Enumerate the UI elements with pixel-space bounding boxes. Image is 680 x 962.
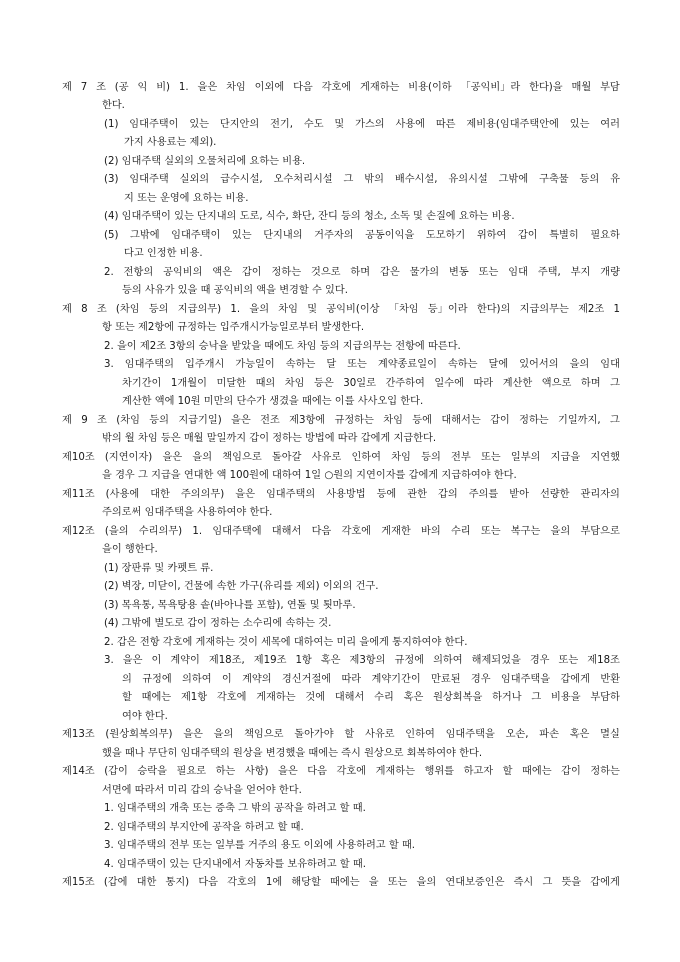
article-text-line: (2) 임대주택 실외의 오물처리에 요하는 비용. <box>104 156 306 167</box>
article-text-line: 등의 사유가 있을 때 공익비의 액을 변경할 수 있다. <box>122 285 348 296</box>
article-text-line: 2. 을이 제2조 3항의 승낙을 받았을 때에도 차임 등의 지급의무는 전항에 따른다. <box>104 341 461 352</box>
article-text-line: 3. 을은 이 계약이 제18조, 제19조 1항 혹은 제3항의 규정에 의하여 해제되었을 경우 또는 제18조 <box>104 655 620 666</box>
article-text-line: 여야 한다. <box>122 711 168 722</box>
article-text-line: (3) 임대주택 실외의 급수시설, 오수처리시설 그 밖의 배수시설, 유의시설 그밖에 구축물 등의 유 <box>104 174 620 185</box>
article-text-line: 계산한 액에 10원 미만의 단수가 생겼을 때에는 이를 사사오입 한다. <box>122 396 424 407</box>
article-text-line: (1) 장판류 및 카펫트 류. <box>104 563 214 574</box>
article-heading-line: 제 9 조 (차임 등의 지급기일) 을은 전조 제3항에 규정하는 차임 등에 대해서는 갑이 정하는 기일까지, 그 <box>62 415 620 426</box>
article-text-line: 할 때에는 제1항 각호에 게재하는 것에 대해서 수리 혹은 원상회복을 하거나 그 비용을 부담하 <box>122 692 620 703</box>
article-text-line: 2. 전항의 공익비의 액은 갑이 정하는 것으로 하며 갑은 물가의 변동 또는 임대 주택, 부지 개량 <box>104 267 620 278</box>
article-heading-line: 제14조 (갑이 승락을 필요로 하는 사항) 을은 다음 각호에 게재하는 행위를 하고자 할 때에는 갑이 정하는 <box>62 766 620 777</box>
article-text-line: 주의로써 임대주택을 사용하여야 한다. <box>102 507 273 518</box>
article-heading-line: 제10조 (지연이자) 을은 을의 책임으로 돌아갈 사유로 인하여 차임 등의 전부 또는 일부의 지급을 지연했 <box>62 452 620 463</box>
article-text-line: 2. 갑은 전항 각호에 게재하는 것이 세목에 대하여는 미리 을에게 통지하여야 한다. <box>104 637 468 648</box>
article-text-line: (2) 벽장, 미닫이, 건물에 속한 가구(유리를 제외) 이외의 건구. <box>104 581 379 592</box>
article-text-line: 을이 행한다. <box>102 544 158 555</box>
article-text-line: (3) 목욕통, 목욕탕용 솥(바아나를 포함), 연돌 및 툇마루. <box>104 600 356 611</box>
article-text-line: 밖의 월 차임 등은 매월 말일까지 갑이 정하는 방법에 따라 갑에게 지급한다. <box>102 433 437 444</box>
article-text-line: 가지 사용료는 제외). <box>124 137 217 148</box>
article-text-line: 2. 임대주택의 부지안에 공작을 하려고 할 때. <box>104 822 304 833</box>
article-text-line: 서면에 따라서 미리 갑의 승낙을 얻어야 한다. <box>102 785 302 796</box>
article-heading-line: 제 7 조 (공 익 비) 1. 을은 차임 이외에 다음 각호에 게재하는 비용(이하 「공익비」라 한다)을 매월 부담 <box>62 82 620 93</box>
article-text-line: 4. 임대주택이 있는 단지내에서 자동차를 보유하려고 할 때. <box>104 859 366 870</box>
article-text-line: 한다. <box>102 100 125 111</box>
article-text-line: 다고 인정한 비용. <box>124 248 203 259</box>
article-heading-line: 제 8 조 (차임 등의 지급의무) 1. 을의 차임 및 공익비(이상 「차임 등」이라 한다)의 지급의무는 제2조 1 <box>62 304 620 315</box>
article-text-line: (4) 그밖에 별도로 갑이 정하는 소수리에 속하는 것. <box>104 618 332 629</box>
article-text-line: 의 규정에 의하여 이 계약의 경신거절에 따라 계약기간이 만료된 경우 임대주택을 갑에게 반환 <box>122 674 620 685</box>
article-text-line: 1. 임대주택의 개축 또는 증축 그 밖의 공작을 하려고 할 때. <box>104 803 366 814</box>
article-text-line: 항 또는 제2항에 규정하는 입주개시가능일로부터 발생한다. <box>102 322 365 333</box>
article-text-line: 차기간이 1개월이 미달한 때의 차임 등은 30일로 간주하여 일수에 따라 계산한 액으로 하며 그 <box>122 378 620 389</box>
article-heading-line: 제11조 (사용에 대한 주의의무) 을은 임대주택의 사용방법 등에 관한 갑의 주의를 받아 선량한 관리자의 <box>62 489 620 500</box>
article-text-line: 지 또는 운영에 요하는 비용. <box>124 193 249 204</box>
article-text-line: (5) 그밖에 임대주택이 있는 단지내의 거주자의 공동이익을 도모하기 위하여 갑이 특별히 필요하 <box>104 230 620 241</box>
article-text-line: (4) 임대주택이 있는 단지내의 도로, 식수, 화단, 잔디 등의 청소, 소독 및 손질에 요하는 비용. <box>104 211 515 222</box>
article-heading-line: 제12조 (을의 수리의무) 1. 임대주택에 대해서 다음 각호에 게재한 바의 수리 또는 복구는 을의 부담으로 <box>62 526 620 537</box>
article-text-line: (1) 임대주택이 있는 단지안의 전기, 수도 및 가스의 사용에 따른 제비용(임대주택안에 있는 여러 <box>104 119 620 130</box>
article-heading-line: 제13조 (원상회복의무) 을은 을의 책임으로 돌아가야 할 사유로 인하여 임대주택을 오손, 파손 혹은 멸실 <box>62 729 620 740</box>
article-text-line: 을 경우 그 지급을 연대한 액 100원에 대하여 1일 ○원의 지연이자를 갑에게 지급하여야 한다. <box>102 470 517 481</box>
article-text-line: 3. 임대주택의 전부 또는 일부를 거주의 용도 이외에 사용하려고 할 때. <box>104 840 416 851</box>
article-heading-line: 제15조 (갑에 대한 통지) 다음 각호의 1에 해당할 때에는 을 또는 을의 연대보증인은 즉시 그 뜻을 갑에게 <box>62 877 620 888</box>
article-text-line: 했을 때나 무단히 임대주택의 원상을 변경했을 때에는 즉시 원상으로 회복하여야 한다. <box>102 748 483 759</box>
article-text-line: 3. 임대주택의 입주개시 가능일이 속하는 달 또는 계약종료일이 속하는 달에 있어서의 을의 임대 <box>104 359 620 370</box>
